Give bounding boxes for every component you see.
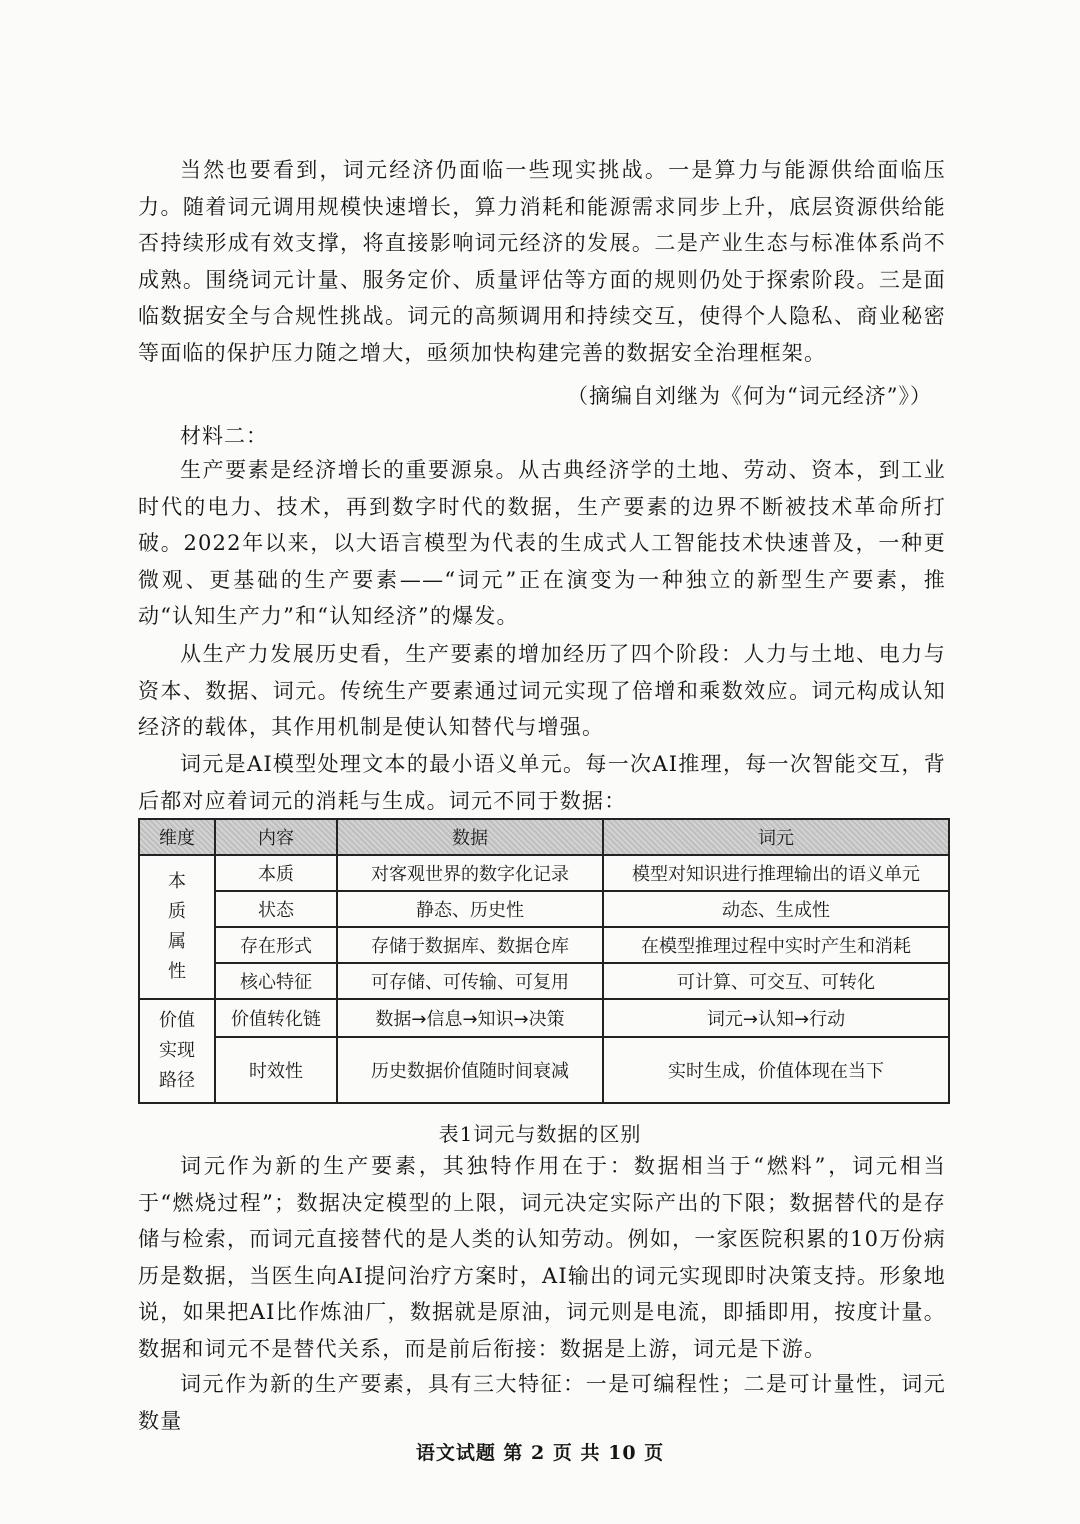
- group-char: 价值: [159, 1010, 195, 1031]
- table-row: [139, 963, 949, 999]
- paragraph-production-factors: 生产要素是经济增长的重要源泉。从古典经济学的土地、劳动、资本，到工业时代的电力、技术，再到数字时代的数据，生产要素的边界不断被技术革命所打破。2022年以来，以大语言模型为代表的生成式人工智能技术快速普及，一种更微观、更基础的生产要素——“词元”正在演变为一种独立的新型生产要素，推动“认知生产力”和“认知经济”的爆发。: [138, 458, 946, 628]
- table-cell: 历史数据价值随时间衰减: [337, 1037, 603, 1103]
- comparison-table: [138, 818, 950, 1104]
- table-cell: 状态: [215, 891, 337, 927]
- paragraph-unique-role: 词元作为新的生产要素，其独特作用在于：数据相当于“燃料”，词元相当于“燃烧过程”；数据决定模型的上限，词元决定实际产出的下限；数据替代的是存储与检索，而词元直接替代的是人类的认知劳动。例如，一家医院积累的10万份病历是数据，当医生向AI提问治疗方案时，AI输出的词元实现即时决策支持。形象地说，如果把AI比作炼油厂，数据就是原油，词元则是电流，即插即用，按度计量。数据和词元不是替代关系，而是前后衔接：数据是上游，词元是下游。: [138, 1154, 946, 1361]
- header-dimension: 维度: [139, 819, 215, 855]
- group-char: 属: [168, 931, 186, 952]
- group-char: 本: [168, 871, 186, 892]
- table-cell: 可存储、可传输、可复用: [337, 963, 603, 999]
- source-citation: （摘编自刘继为《何为“词元经济”》）: [567, 384, 932, 408]
- table-cell: 存储于数据库、数据仓库: [337, 927, 603, 963]
- paragraph-three-features: 词元作为新的生产要素，具有三大特征：一是可编程性；二是可计量性，词元数量: [138, 1372, 946, 1433]
- table-cell: 时效性: [215, 1037, 337, 1103]
- table-cell: 静态、历史性: [337, 891, 603, 927]
- table-cell: 本质: [215, 855, 337, 891]
- header-token: 词元: [603, 819, 949, 855]
- group-essential-attributes: [139, 855, 215, 999]
- page-footer: 语文试题 第 2 页 共 10 页: [415, 1442, 665, 1464]
- material-two-heading: 材料二：: [180, 424, 268, 448]
- table-row: [139, 891, 949, 927]
- paragraph-history: 从生产力发展历史看，生产要素的增加经历了四个阶段：人力与土地、电力与资本、数据、词元。传统生产要素通过词元实现了倍增和乘数效应。词元构成认知经济的载体，其作用机制是使认知替代与增强。: [138, 642, 946, 739]
- table-row: [139, 927, 949, 963]
- table-cell: 模型对知识进行推理输出的语义单元: [603, 855, 949, 891]
- paragraph-token-definition: 词元是AI模型处理文本的最小语义单元。每一次AI推理，每一次智能交互，背后都对应着词元的消耗与生成。词元不同于数据：: [138, 752, 946, 813]
- group-char: 实现: [159, 1040, 195, 1061]
- table-cell: 数据→信息→知识→决策: [337, 999, 603, 1037]
- table-cell: 价值转化链: [215, 999, 337, 1037]
- table-row: [139, 1037, 949, 1103]
- table-cell: 可计算、可交互、可转化: [603, 963, 949, 999]
- group-char: 路径: [159, 1070, 195, 1091]
- header-data: 数据: [337, 819, 603, 855]
- table-cell: 存在形式: [215, 927, 337, 963]
- table-cell: 词元→认知→行动: [603, 999, 949, 1037]
- table-cell: 对客观世界的数字化记录: [337, 855, 603, 891]
- table-cell: 核心特征: [215, 963, 337, 999]
- paragraph-challenges: 当然也要看到，词元经济仍面临一些现实挑战。一是算力与能源供给面临压力。随着词元调用规模快速增长，算力消耗和能源需求同步上升，底层资源供给能否持续形成有效支撑，将直接影响词元经济的发展。二是产业生态与标准体系尚不成熟。围绕词元计量、服务定价、质量评估等方面的规则仍处于探索阶段。三是面临数据安全与合规性挑战。词元的高频调用和持续交互，使得个人隐私、商业秘密等面临的保护压力随之增大，亟须加快构建完善的数据安全治理框架。: [138, 158, 946, 365]
- group-char: 性: [168, 961, 186, 982]
- table-row: [139, 855, 949, 891]
- table-cell: 实时生成，价值体现在当下: [603, 1037, 949, 1103]
- table-row: [139, 999, 949, 1037]
- table-cell: 动态、生成性: [603, 891, 949, 927]
- table-header-row: [139, 819, 949, 855]
- group-char: 质: [168, 901, 186, 922]
- table-caption: 表1词元与数据的区别: [438, 1122, 642, 1146]
- header-content: 内容: [215, 819, 337, 855]
- group-value-path: [139, 999, 215, 1103]
- table-cell: 在模型推理过程中实时产生和消耗: [603, 927, 949, 963]
